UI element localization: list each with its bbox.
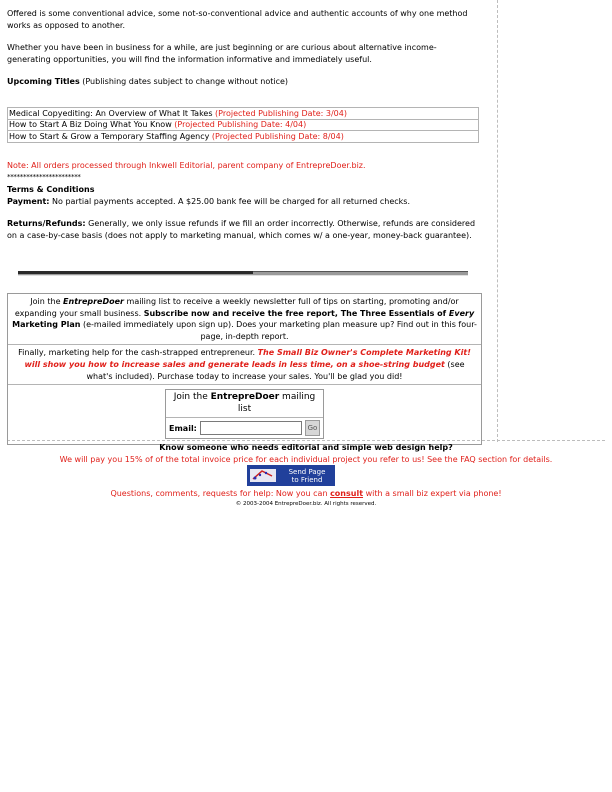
go-button[interactable]: Go — [305, 420, 320, 436]
kit-text: (see what's included). Purchase today to increase your sales. You'll be glad you did! — [86, 359, 465, 381]
table-row[interactable] — [8, 131, 479, 143]
upcoming-titles-table — [7, 107, 479, 143]
title-text[interactable]: Medical Copyediting: An Overview of What It Takes — [9, 108, 216, 118]
marketing-kit-promo — [8, 345, 481, 385]
promo-text: (e-mailed immediately upon sign up). Does your marketing plan measure up? Find out in this four-page, in-depth report. — [80, 320, 477, 341]
publish-date: (Projected Publishing Date: 3/04) — [215, 108, 347, 118]
terms-section — [7, 184, 479, 241]
upcoming-note: (Publishing dates subject to change without notice) — [79, 77, 289, 87]
intro-paragraph-1: Offered is some conventional advice, some not-so-conventional advice and authentic accounts of why one method works as opposed to another. — [7, 9, 468, 30]
send-page-label[interactable]: Send Page to Friend — [288, 468, 326, 484]
payment-text: No partial payments accepted. A $25.00 bank fee will be charged for all returned checks. — [49, 196, 411, 206]
table-row[interactable] — [8, 108, 479, 120]
publish-date: (Projected Publishing Date: 8/04) — [211, 131, 344, 141]
marketing-kit-link[interactable]: The Small Biz Owner's Complete Marketing Kit! will show you how to increase sales and generate leads in less time, on a shoe-string budget — [24, 348, 471, 369]
promo-text: mailing list to receive a weekly newsletter full of tips on starting, promoting and/or expanding your small business. — [14, 297, 459, 318]
form-heading: Join the EntrepreDoer mailing list — [166, 390, 323, 418]
horizontal-rule-dark — [18, 271, 253, 274]
returns-terms — [7, 218, 479, 241]
title-text[interactable]: How to Start A Biz Doing What You Know — [9, 120, 175, 130]
intro-section — [7, 8, 479, 88]
email-label: Email: — [169, 423, 197, 433]
referral-heading: Know someone who needs editorial and simple web design help? — [159, 443, 453, 452]
upcoming-titles-heading — [7, 76, 479, 88]
questions-line: Questions, comments, requests for help: Now you can consult with a small biz expert via phone! — [110, 489, 502, 498]
mailing-list-form — [165, 389, 324, 439]
promo-box — [7, 293, 482, 445]
intro-paragraph-2: Whether you have been in business for a while, are just beginning or are curious about alternative income-generating opportunities, you will find the information informative and immediately useful. — [7, 43, 437, 64]
stars-separator: *********************** — [7, 173, 81, 181]
right-column-divider — [497, 0, 498, 442]
returns-label: Returns/Refunds: — [7, 219, 86, 229]
brand-name: EntrepreDoer — [63, 297, 124, 306]
terms-heading: Terms & Conditions — [7, 185, 95, 194]
free-report-offer[interactable]: Subscribe now and receive the free report, The Three Essentials of Every Marketing Plan — [12, 308, 475, 330]
signup-cell — [8, 385, 481, 444]
publish-date: (Projected Publishing Date: 4/04) — [174, 120, 307, 130]
email-field[interactable] — [200, 421, 302, 435]
envelope-icon — [250, 469, 276, 482]
newsletter-promo — [8, 294, 481, 345]
title-text[interactable]: How to Start & Grow a Temporary Staffing Agency — [9, 131, 212, 141]
payment-label: Payment: — [7, 196, 50, 206]
upcoming-label: Upcoming Titles — [7, 77, 80, 87]
payment-terms — [7, 196, 479, 208]
promo-text: Join the — [30, 297, 64, 306]
table-row[interactable] — [8, 119, 479, 131]
returns-text: Generally, we only issue refunds if we fill an order incorrectly. Otherwise, refunds are considered on a case-by-case basis (does not apply to marketing manual, which comes w/ a one-year, money-back guarantee). — [7, 219, 476, 240]
kit-text: Finally, marketing help for the cash-strapped entrepreneur. — [18, 348, 258, 358]
brand-name: EntrepreDoer — [210, 392, 280, 403]
copyright: © 2003-2004 EntrepreDoer.biz. All rights reserved. — [235, 501, 377, 507]
referral-offer: We will pay you 15% of of the total invoice price for each individual project you refer to us! See the FAQ section for details. — [59, 455, 553, 464]
send-page-button[interactable] — [247, 465, 335, 486]
consult-link[interactable]: consult — [330, 489, 364, 498]
orders-note: Note: All orders processed through Inkwell Editorial, parent company of EntrepreDoer.biz. — [7, 161, 366, 170]
